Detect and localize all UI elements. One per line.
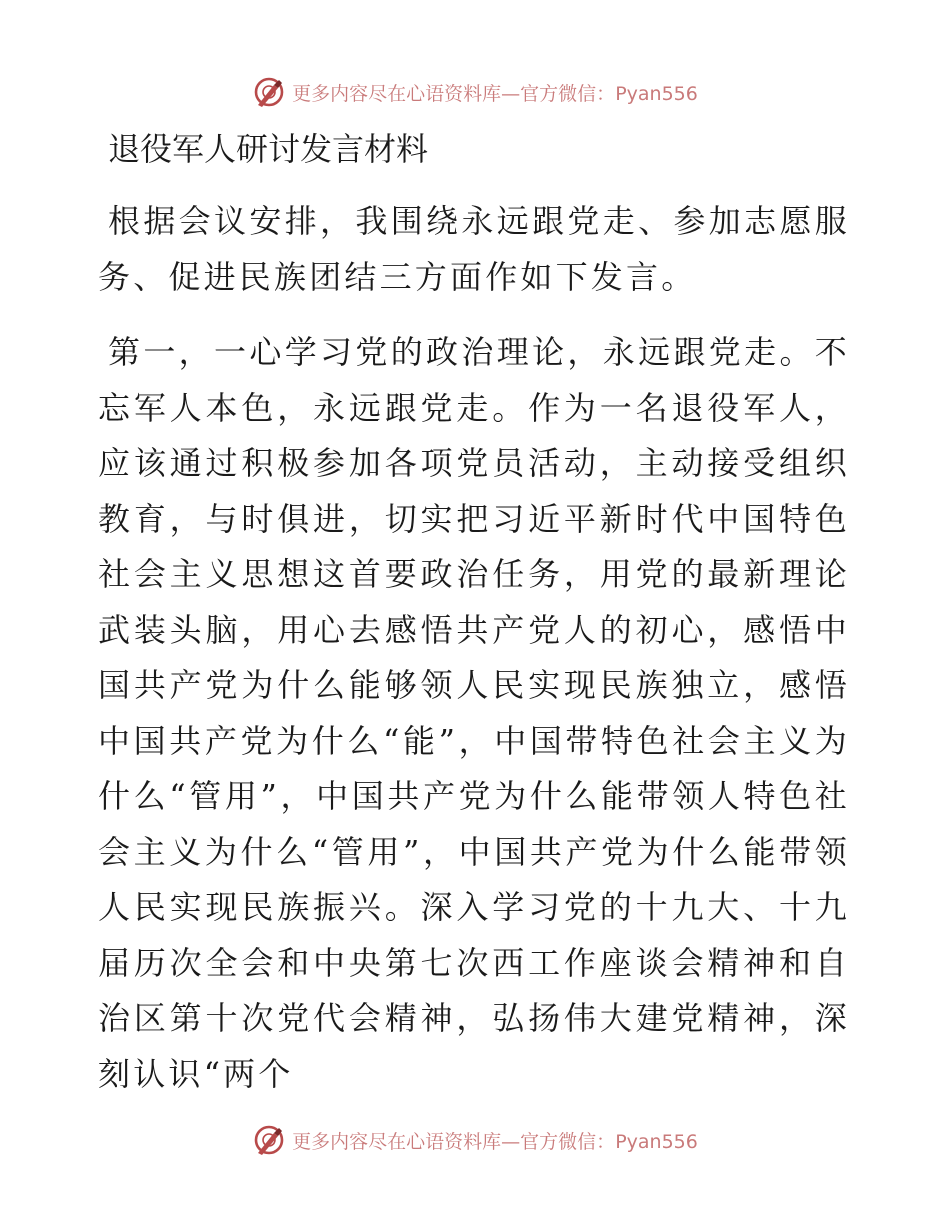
watermark-site-text: 更多内容尽在心语资料库 xyxy=(292,1130,502,1153)
watermark-site-text: 更多内容尽在心语资料库 xyxy=(292,82,502,105)
watermark-wechat-id: Pyan556 xyxy=(615,1130,698,1153)
pen-circle-logo-icon xyxy=(252,75,286,109)
watermark-wechat-id: Pyan556 xyxy=(615,82,698,105)
header-watermark xyxy=(0,70,950,114)
paragraph-intro: 根据会议安排，我围绕永远跟党走、参加志愿服务、促进民族团结三方面作如下发言。 xyxy=(98,202,850,296)
paragraph-first-point: 第一，一心学习党的政治理论，永远跟党走。不忘军人本色，永远跟党走。作为一名退役军人，应该通过积极参加各项党员活动，主动接受组织教育，与时俱进，切实把习近平新时代中国特色社会主义思想这首要政治任务，用党的最新理论武装头脑，用心去感悟共产党人的初心，感悟中国共产党为什么能够领人民实现民族独立，感悟中国共产党为什么“能”，中国带特色社会主义为什么“管用”，中国共产党为什么能带领人特色社会主义为什么“管用”，中国共产党为什么能带领人民实现民族振兴。深入学习党的十九大、十九届历次全会和中央第七次西工作座谈会精神和自治区第十次党代会精神，弘扬伟大建党精神，深刻认识“两个 xyxy=(98,333,850,1093)
watermark-text xyxy=(292,79,698,106)
document-body xyxy=(98,124,850,1122)
footer-watermark xyxy=(0,1118,950,1162)
pen-circle-logo-icon xyxy=(252,1123,286,1157)
watermark-text xyxy=(292,1127,698,1154)
watermark-separator: — xyxy=(501,1130,521,1153)
watermark-separator: — xyxy=(501,82,521,105)
document-title: 退役军人研讨发言材料 xyxy=(108,130,429,168)
watermark-wechat-label: 官方微信： xyxy=(520,1130,616,1153)
watermark-wechat-label: 官方微信： xyxy=(520,82,616,105)
